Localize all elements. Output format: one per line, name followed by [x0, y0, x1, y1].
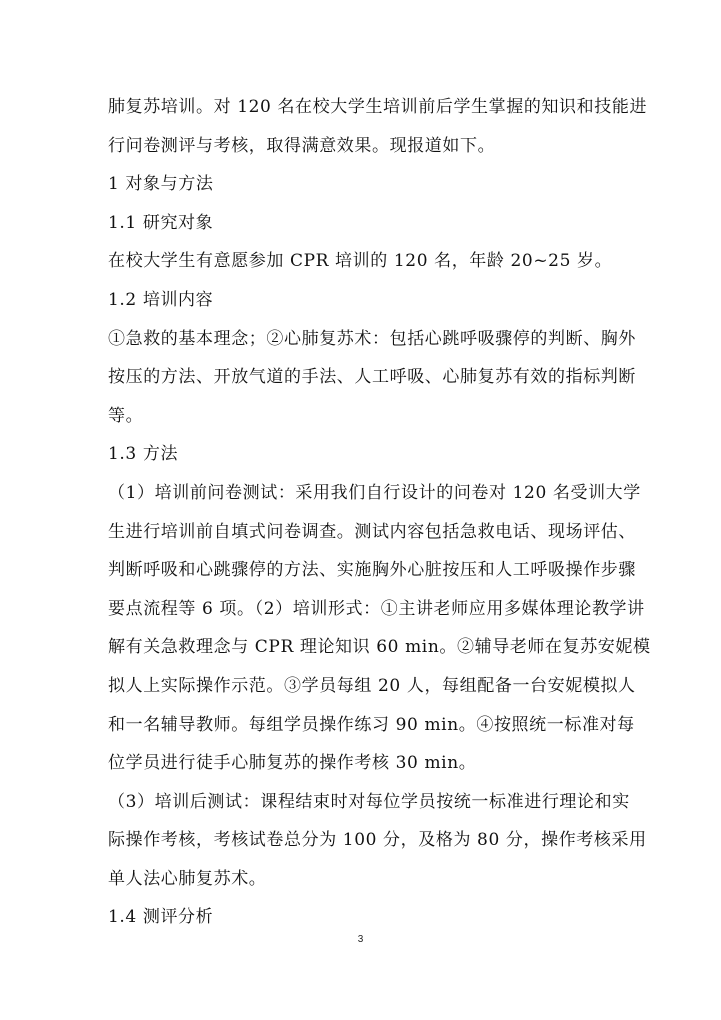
text-line: 位学员进行徒手心肺复苏的操作考核 30 min。: [108, 753, 477, 774]
text-line: 按压的方法、开放气道的手法、人工呼吸、心肺复苏有效的指标判断: [108, 367, 636, 388]
page-number: 3: [357, 934, 364, 945]
text-line: 行问卷测评与考核，取得满意效果。现报道如下。: [108, 135, 496, 156]
text-line: （1）培训前问卷测试：采用我们自行设计的问卷对 120 名受训大学: [108, 482, 641, 503]
text-line: 单人法心肺复苏术。: [108, 868, 267, 889]
text-line: 拟人上实际操作示范。③学员每组 20 人，每组配备一台安妮模拟人: [108, 675, 636, 696]
text-line: 肺复苏培训。对 120 名在校大学生培训前后学生掌握的知识和技能进: [108, 97, 648, 117]
section-heading: 1 对象与方法: [108, 174, 214, 195]
subsection-heading: 1.3 方法: [108, 444, 179, 465]
text-line: 在校大学生有意愿参加 CPR 培训的 120 名，年龄 20~25 岁。: [108, 251, 613, 272]
subsection-heading: 1.4 测评分析: [108, 907, 214, 928]
text-line: 解有关急救理念与 CPR 理论知识 60 min。②辅导老师在复苏安妮模: [108, 637, 651, 658]
text-line: 等。: [108, 405, 144, 426]
text-line: 际操作考核，考核试卷总分为 100 分，及格为 80 分，操作考核采用: [108, 830, 647, 851]
subsection-heading: 1.2 培训内容: [108, 289, 214, 310]
subsection-heading: 1.1 研究对象: [108, 212, 214, 233]
text-line: ①急救的基本理念；②心肺复苏术：包括心跳呼吸骤停的判断、胸外: [108, 328, 636, 349]
text-line: 生进行培训前自填式问卷调查。测试内容包括急救电话、现场评估、: [108, 521, 636, 542]
text-line: 要点流程等 6 项。（2）培训形式：①主讲老师应用多媒体理论教学讲: [108, 598, 645, 619]
document-body: [108, 88, 651, 937]
text-line: 判断呼吸和心跳骤停的方法、实施胸外心脏按压和人工呼吸操作步骤: [108, 560, 636, 581]
text-line: （3）培训后测试：课程结束时对每位学员按统一标准进行理论和实: [108, 791, 630, 812]
text-line: 和一名辅导教师。每组学员操作练习 90 min。④按照统一标准对每: [108, 714, 635, 735]
